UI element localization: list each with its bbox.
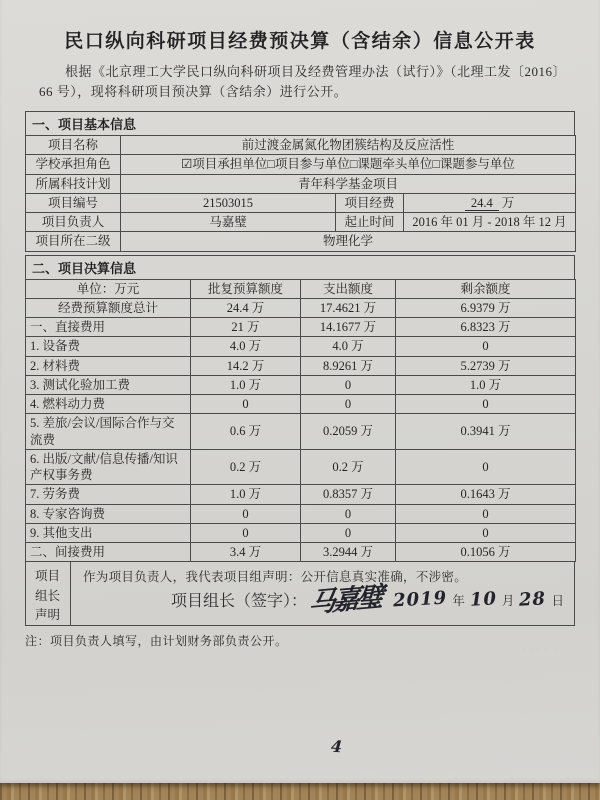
budget-row-label: 1. 设备费: [26, 337, 191, 356]
period-value: 2016 年 01 月 - 2018 年 12 月: [404, 213, 576, 232]
budget-row-value: 24.4 万: [191, 298, 301, 317]
basic-info-table: [25, 135, 576, 252]
declaration-label-line: 声明: [35, 608, 61, 622]
budget-row: [26, 298, 576, 317]
row-pi-period: [26, 213, 576, 232]
declaration-label-line: 组长: [35, 588, 61, 603]
project-fund-value: [404, 193, 576, 212]
sign-label: 项目组长（签字）：: [171, 593, 308, 611]
budget-row-label: 二、间接费用: [26, 543, 191, 562]
budget-row: [26, 449, 576, 485]
budget-row-value: 0.1056 万: [396, 543, 576, 562]
budget-row-value: 0: [301, 395, 396, 414]
department-label: 项目所在二级: [26, 232, 121, 251]
budget-row-value: 0: [396, 395, 576, 414]
budget-row-value: 0.3941 万: [396, 414, 576, 450]
budget-row-value: 3.2944 万: [301, 543, 396, 562]
budget-row-value: 0: [301, 375, 396, 394]
month-suffix: 月: [501, 594, 515, 609]
budget-row-value: 0: [191, 504, 301, 523]
budget-row-value: 4.0 万: [191, 337, 301, 356]
budget-row-label: 经费预算额度总计: [26, 298, 191, 317]
budget-row-label: 9. 其他支出: [26, 523, 191, 542]
budget-row-value: 3.4 万: [191, 543, 301, 562]
budget-row-value: 5.2739 万: [396, 356, 576, 375]
signature-row: [83, 581, 566, 620]
budget-row-value: 0: [191, 395, 301, 414]
budget-row-value: 0: [301, 504, 396, 523]
budget-row-label: 一、直接费用: [26, 318, 191, 337]
budget-row-value: 0: [396, 449, 576, 485]
school-role-checkboxes: ☑项目承担单位□项目参与单位□课题牵头单位□课题参与单位: [121, 155, 576, 174]
budget-row: [26, 318, 576, 337]
budget-row-label: 4. 燃料动力费: [26, 395, 191, 414]
budget-row-value: 0: [191, 523, 301, 542]
budget-row-label: 7. 劳务费: [26, 485, 191, 504]
declaration-statement: 作为项目负责人，我代表项目组声明：公开信息真实准确，不涉密。: [83, 570, 468, 585]
budget-row: [26, 523, 576, 542]
pi-value: 马嘉璧: [121, 213, 336, 232]
date-month-handwritten: 10: [469, 588, 498, 611]
row-code-fund: [26, 193, 576, 212]
budget-row-value: 14.1677 万: [301, 318, 396, 337]
budget-row: [26, 414, 576, 450]
budget-col-spent: 支出额度: [301, 279, 396, 298]
budget-row-value: 1.0 万: [191, 485, 301, 504]
form-title: 民口纵向科研项目经费预决算（含结余）信息公开表: [64, 31, 536, 52]
project-name-label: 项目名称: [26, 136, 121, 155]
department-value: 物理化学: [121, 232, 576, 251]
date-day-handwritten: 28: [518, 588, 548, 611]
budget-row-value: 0.1643 万: [396, 485, 576, 504]
budget-row-value: 0: [301, 523, 396, 542]
budget-row-value: 1.0 万: [396, 375, 576, 394]
budget-row: [26, 395, 576, 414]
budget-row: [26, 485, 576, 504]
budget-row-value: 4.0 万: [301, 337, 396, 356]
project-fund-label: 项目经费: [336, 193, 404, 212]
budget-table-body: [26, 298, 576, 562]
budget-row: [26, 337, 576, 356]
budget-row-value: 0.6 万: [191, 414, 301, 450]
school-role-label: 学校承担角色: [26, 155, 121, 174]
budget-row: [26, 356, 576, 375]
budget-row-value: 21 万: [191, 318, 301, 337]
signature-handwriting: 马嘉璧: [307, 581, 382, 620]
budget-row-value: 1.0 万: [191, 375, 301, 394]
declaration-box: [25, 561, 575, 626]
declaration-label: [26, 562, 71, 625]
budget-col-approved: 批复预算额度: [191, 279, 301, 298]
budget-row-value: 0.2 万: [301, 449, 396, 485]
declaration-label-line: 项目: [35, 569, 61, 584]
budget-row-value: 17.4621 万: [301, 298, 396, 317]
budget-row-value: 0: [396, 523, 576, 542]
footnote: 注：项目负责人填写，由计划财务部负责公开。: [25, 634, 288, 649]
budget-row-label: 2. 材料费: [26, 356, 191, 375]
row-project-name: [26, 136, 576, 155]
date-group: [393, 589, 566, 610]
showthrough-mark: · ·· · ·: [522, 646, 558, 655]
period-label: 起止时间: [336, 213, 404, 232]
budget-header-row: [26, 279, 576, 298]
budget-row-value: 14.2 万: [191, 356, 301, 375]
program-value: 青年科学基金项目: [121, 174, 576, 193]
budget-col-remaining: 剩余额度: [396, 279, 576, 298]
date-year-handwritten: 2019: [392, 587, 448, 612]
budget-row-value: 0: [396, 337, 576, 356]
budget-table: [25, 279, 576, 563]
budget-row-value: 6.8323 万: [396, 318, 576, 337]
row-program: [26, 174, 576, 193]
budget-row: [26, 543, 576, 562]
budget-row-value: 6.9379 万: [396, 298, 576, 317]
project-code-label: 项目编号: [26, 193, 121, 212]
pi-label: 项目负责人: [26, 213, 121, 232]
intro-paragraph: 根据《北京理工大学民口纵向科研项目及经费管理办法（试行）》（北理工发〔2016〕66 号），现将科研项目预决算（含结余）进行公开。: [39, 64, 560, 99]
budget-row-label: 6. 出版/文献/信息传播/知识产权事务费: [26, 449, 191, 485]
section-budget-header: 二、项目决算信息: [25, 255, 575, 280]
program-label: 所属科技计划: [26, 174, 121, 193]
budget-row-label: 5. 差旅/会议/国际合作与交流费: [26, 414, 191, 450]
budget-unit-header: 单位：万元: [26, 279, 191, 298]
budget-row-label: 3. 测试化验加工费: [26, 375, 191, 394]
declaration-body: [71, 562, 574, 625]
project-code-value: 21503015: [121, 193, 336, 212]
section-basic-info-header: 一、项目基本信息: [25, 111, 575, 136]
budget-row-value: 0.2 万: [191, 449, 301, 485]
project-name-value: 前过渡金属氮化物团簇结构及反应活性: [121, 136, 576, 155]
page-number-handwritten: 4: [330, 736, 343, 757]
budget-row-value: 0.2059 万: [301, 414, 396, 450]
budget-row-label: 8. 专家咨询费: [26, 504, 191, 523]
fund-unit: 万: [501, 195, 515, 210]
fund-amount-underlined: 24.4: [465, 196, 499, 211]
budget-row: [26, 504, 576, 523]
budget-row-value: 0.8357 万: [301, 485, 396, 504]
budget-row-value: 0: [396, 504, 576, 523]
row-department: [26, 232, 576, 251]
year-suffix: 年: [452, 594, 465, 609]
row-school-role: [26, 155, 576, 174]
day-suffix: 日: [551, 594, 564, 609]
budget-row: [26, 375, 576, 394]
budget-row-value: 8.9261 万: [301, 356, 396, 375]
